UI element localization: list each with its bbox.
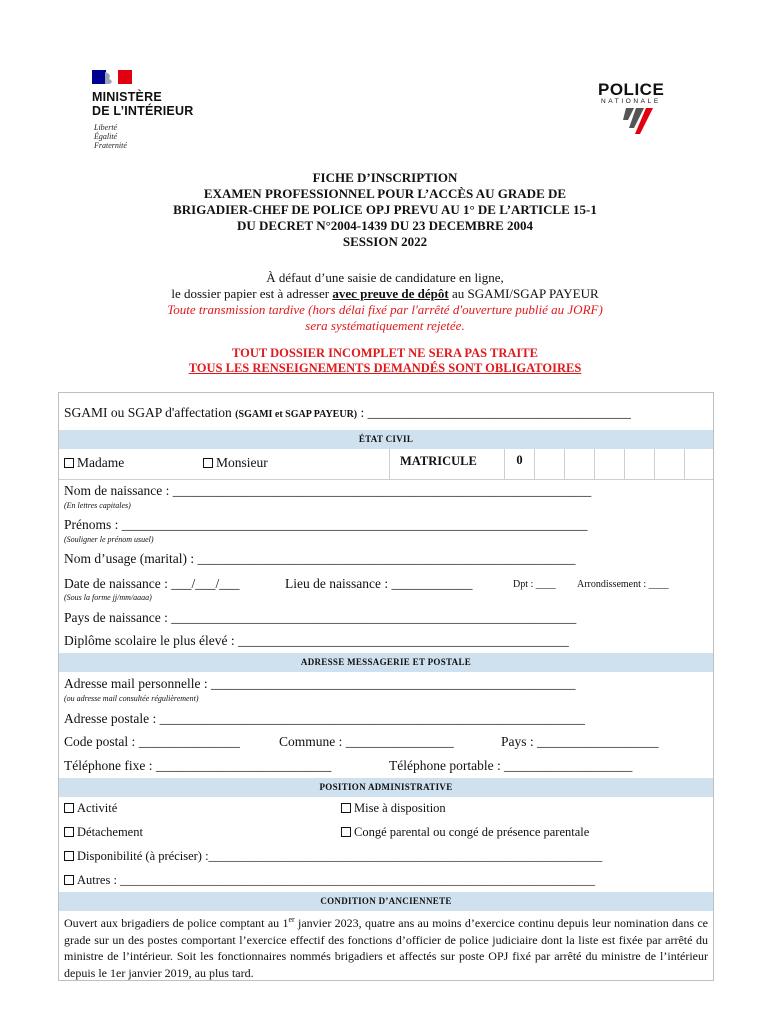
matricule-digit-5[interactable] [624, 449, 654, 479]
republic-motto [94, 123, 154, 150]
email-hint: (ou adresse mail consultée régulièrement) [64, 694, 199, 703]
monsieur-checkbox[interactable] [203, 458, 213, 468]
conge-parental-label: Congé parental ou congé de présence parentale [354, 825, 590, 839]
activite-label: Activité [77, 801, 118, 815]
intro-line1: À défaut d’une saisie de candidature en ligne, [266, 270, 504, 285]
motto-fraternite: Fraternité [94, 141, 127, 150]
mobile-phone-field[interactable]: Téléphone portable : ___________________ [389, 758, 633, 773]
matricule-label: MATRICULE [400, 454, 477, 468]
required-info-warning: TOUS LES RENSEIGNEMENTS DEMANDÉS SONT OBLIGATOIRES [188, 361, 582, 375]
intro-line2-start: le dossier papier est à adresser [171, 286, 333, 301]
police-nationale-logo [598, 80, 680, 140]
mise-disposition-checkbox[interactable] [341, 803, 351, 813]
sgami-field[interactable] [64, 405, 631, 421]
police-logo-subtitle: NATIONALE [601, 98, 661, 105]
late-submission-warning-2: sera systématiquement rejetée. [305, 318, 465, 333]
madame-label: Madame [77, 455, 125, 470]
madame-option[interactable] [64, 455, 124, 471]
birth-country-field[interactable]: Pays de naissance : ____________________________________________________________ [64, 610, 577, 625]
disponibilite-option[interactable] [64, 849, 602, 864]
ministry-name-line1: MINISTÈRE [92, 90, 162, 104]
session-year: SESSION 2022 [342, 234, 428, 249]
landline-field[interactable]: Téléphone fixe : __________________________ [64, 758, 332, 773]
autres-label: Autres : ____________________________________________________________________________ [77, 873, 596, 887]
section-adresse: ADRESSE MESSAGERIE ET POSTALE [59, 653, 713, 672]
detachement-label: Détachement [77, 825, 143, 839]
title-line3: BRIGADIER-CHEF DE POLICE OPJ PREVU AU 1° DE L’ARTICLE 15-1 [173, 202, 597, 217]
sgami-label: SGAMI ou SGAP d'affectation [64, 405, 236, 420]
mise-disposition-label: Mise à disposition [354, 801, 446, 815]
arrondissement-field[interactable]: Arrondissement : ____ [577, 579, 669, 590]
birth-date-field[interactable]: Date de naissance : ___/___/___ [64, 576, 240, 591]
intro-line2 [60, 286, 710, 302]
postal-address-field[interactable]: Adresse postale : _______________________________________________________________ [64, 711, 585, 726]
activite-checkbox[interactable] [64, 803, 74, 813]
disponibilite-checkbox[interactable] [64, 851, 74, 861]
motto-egalite: Égalité [94, 132, 118, 141]
late-submission-warning-1: Toute transmission tardive (hors délai fixé par l'arrêté d'ouverture publié au JORF) [167, 302, 603, 317]
activite-option[interactable] [64, 801, 117, 816]
mise-disposition-option[interactable] [341, 801, 446, 816]
personal-email-field[interactable]: Adresse mail personnelle : ______________________________________________________ [64, 676, 576, 691]
autres-checkbox[interactable] [64, 875, 74, 885]
first-names-hint: (Souligner le prénom usuel) [64, 535, 154, 544]
police-stripes-icon [622, 106, 656, 136]
police-logo-title: POLICE [598, 80, 665, 99]
first-names-field[interactable]: Prénoms : _____________________________________________________________________ [64, 517, 588, 532]
marianne-flag-icon [92, 70, 132, 84]
proof-of-deposit-text: avec preuve de dépôt [332, 286, 449, 301]
registration-form [58, 392, 714, 981]
incomplete-file-warning: TOUT DOSSIER INCOMPLET NE SERA PAS TRAITE [232, 346, 538, 360]
seniority-superscript: er [288, 915, 295, 924]
madame-checkbox[interactable] [64, 458, 74, 468]
divider [59, 479, 713, 480]
disponibilite-label: Disponibilité (à préciser) :_______________________________________________________________ [77, 849, 603, 863]
birth-date-hint: (Sous la forme jj/mm/aaaa) [64, 593, 152, 602]
detachement-checkbox[interactable] [64, 827, 74, 837]
married-name-field[interactable]: Nom d’usage (marital) : ________________________________________________________ [64, 551, 576, 566]
ministry-name-line2: DE L’INTÉRIEUR [92, 104, 194, 118]
motto-liberte: Liberté [94, 123, 118, 132]
mandatory-warnings [60, 346, 710, 376]
birth-name-field[interactable]: Nom de naissance : ______________________________________________________________ [64, 483, 592, 498]
title-line4: DU DECRET N°2004-1439 DU 23 DECEMBRE 2004 [236, 218, 534, 233]
department-field[interactable]: Dpt : ____ [513, 579, 556, 590]
conge-parental-option[interactable] [341, 825, 589, 840]
postal-code-field[interactable]: Code postal : _______________ [64, 734, 240, 749]
seniority-text-end: janvier 2023, quatre ans au moins d’exercice continu depuis leur nomination dans ce grade sur un des postes comportant l’exercice effectif des fonctions d’officier de police judiciaire dont la liste est fixée par arrêté du ministre de l’intérieur. Soit les fonctionnaires nommés brigadiers et affectés sur poste OPJ fixé par arrêté du ministre de l’intérieur depuis le 1er janvier 2019, au plus tard. [64, 916, 708, 980]
conge-parental-checkbox[interactable] [341, 827, 351, 837]
detachement-option[interactable] [64, 825, 143, 840]
matricule-digit-1[interactable]: 0 [504, 449, 534, 479]
title-line2: EXAMEN PROFESSIONNEL POUR L’ACCÈS AU GRADE DE [203, 186, 567, 201]
document-title [60, 170, 710, 250]
section-condition-anciennete: CONDITION D’ANCIENNETE [59, 892, 713, 911]
intro-line2-end: au SGAMI/SGAP PAYEUR [448, 286, 599, 301]
matricule-digit-7[interactable] [684, 449, 714, 479]
autres-option[interactable] [64, 873, 595, 888]
diploma-field[interactable]: Diplôme scolaire le plus élevé : _________________________________________________ [64, 633, 569, 648]
seniority-condition-text [64, 912, 708, 981]
submission-instructions [60, 270, 710, 334]
title-line1: FICHE D’INSCRIPTION [312, 170, 458, 185]
birth-name-hint: (En lettres capitales) [64, 501, 131, 510]
monsieur-label: Monsieur [216, 455, 268, 470]
matricule-digit-3[interactable] [564, 449, 594, 479]
matricule-digit-2[interactable] [534, 449, 564, 479]
matricule-digit-4[interactable] [594, 449, 624, 479]
ministry-name [92, 90, 232, 118]
seniority-text-start: Ouvert aux brigadiers de police comptant au 1 [64, 916, 289, 930]
section-etat-civil: ÉTAT CIVIL [59, 430, 713, 449]
city-field[interactable]: Commune : ________________ [279, 734, 454, 749]
monsieur-option[interactable] [203, 455, 268, 471]
sgami-hint: (SGAMI et SGAP PAYEUR) [235, 409, 358, 420]
birth-place-field[interactable]: Lieu de naissance : ____________ [285, 576, 473, 591]
matricule-digit-6[interactable] [654, 449, 684, 479]
country-field[interactable]: Pays : __________________ [501, 734, 659, 749]
sgami-blank: : _______________________________________ [357, 405, 631, 420]
matricule-field [389, 449, 714, 479]
section-position-administrative: POSITION ADMINISTRATIVE [59, 778, 713, 797]
